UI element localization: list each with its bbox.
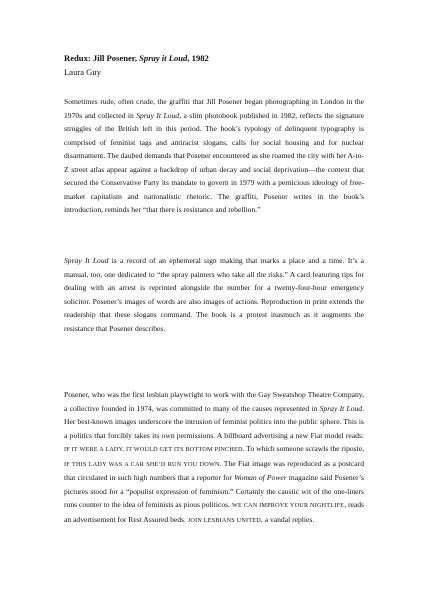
p3-text-5: magazine said Posener’s pictures stood for a “populist expression of feminism.” Certainly the caustic wit of the one-liners runs counter to the idea of feminists as pious politicos. — [64, 473, 364, 509]
p1-book-title: Spray It Loud — [136, 110, 180, 120]
p3-text-2: . Her best-known images underscore the intrusion of feminist politics into the public sphere. This is a politics that forcibly takes its own permissions. A billboard advertising a new Fiat model reads: — [64, 403, 364, 440]
title-book-name: Spray it Loud — [139, 53, 188, 63]
p2-book-title: Spray It Loud — [64, 256, 109, 265]
p2-text-1: is a record of an ephemeral sign making that marks a place and a time. It’s a manual, too, one dedicated to “the spray painters who take all the risks.” A card featuring tips for dealing with an arrest is reprinted alongside the number for a twenty-four-hour emergency solicitor. Posener’s images of words are also images of actions. Reproduction in print extends the readership that these slogans command. The book is a protest inasmuch as it augments the resistance that Posener describes. — [64, 256, 365, 333]
p3-book-title: Spray It Loud — [319, 403, 363, 413]
p3-text-3: . To which someone scrawls the riposte, — [242, 444, 364, 453]
paragraph-1 — [64, 95, 364, 217]
magazine-title: Woman of Power — [234, 473, 287, 482]
paragraph-2 — [64, 254, 364, 335]
graffiti-riposte: IF THIS LADY WAS A CAR SHE’D RUN YOU DOWN — [64, 460, 220, 468]
p1-text-2: , a slim photobook published in 1982, reflects the signature struggles of the British left in this period. The book’s typology of delinquent typography is comprised of feminist tags and antiracist slogans, calls for social housing and for nuclear disarmament. The daubed demands that Posener encountered as she roamed the city with her A-to-Z street atlas appear against a backdrop of urban decay and social deprivation—the context that secured the Conservative Party its mandate to govern in 1979 with a pernicious ideology of free-market capitalism and nationalistic rhetoric. The graffiti, Posener writes in the book’s introduction, reminds her “that there is resistance and rebellion.” — [64, 110, 364, 214]
advert-slogan: WE CAN IMPROVE YOUR NIGHTLIFE — [231, 502, 345, 509]
title-prefix: Redux: Jill Posener, — [64, 53, 140, 63]
vandal-reply: JOIN LESBIANS UNITED — [187, 516, 261, 524]
billboard-slogan: IF IT WERE A LADY, IT WOULD GET ITS BOTTOM PINCHED — [64, 446, 243, 453]
author-name: Laura Guy — [64, 67, 101, 77]
p1-text-1: Sometimes rude, often crude, the graffiti that Jill Posener began photographing in London in the 1970s and collected in — [64, 97, 364, 120]
p3-text-7: , a vandal replies. — [260, 514, 315, 524]
article-title — [64, 52, 364, 64]
title-suffix: , 1982 — [187, 53, 209, 63]
p3-text-6: , reads an advertisement for Rest Assured beds. — [64, 500, 364, 524]
p3-text-1: Posener, who was the first lesbian playwright to work with the Gay Sweatshop Theatre Company, a collective founded in 1974, was committed to many of the causes represented in — [64, 390, 364, 413]
p3-text-4: . The Fiat image was reproduced as a postcard that circulated in such high numbers that a reporter for — [64, 458, 364, 482]
paragraph-3 — [64, 388, 364, 527]
